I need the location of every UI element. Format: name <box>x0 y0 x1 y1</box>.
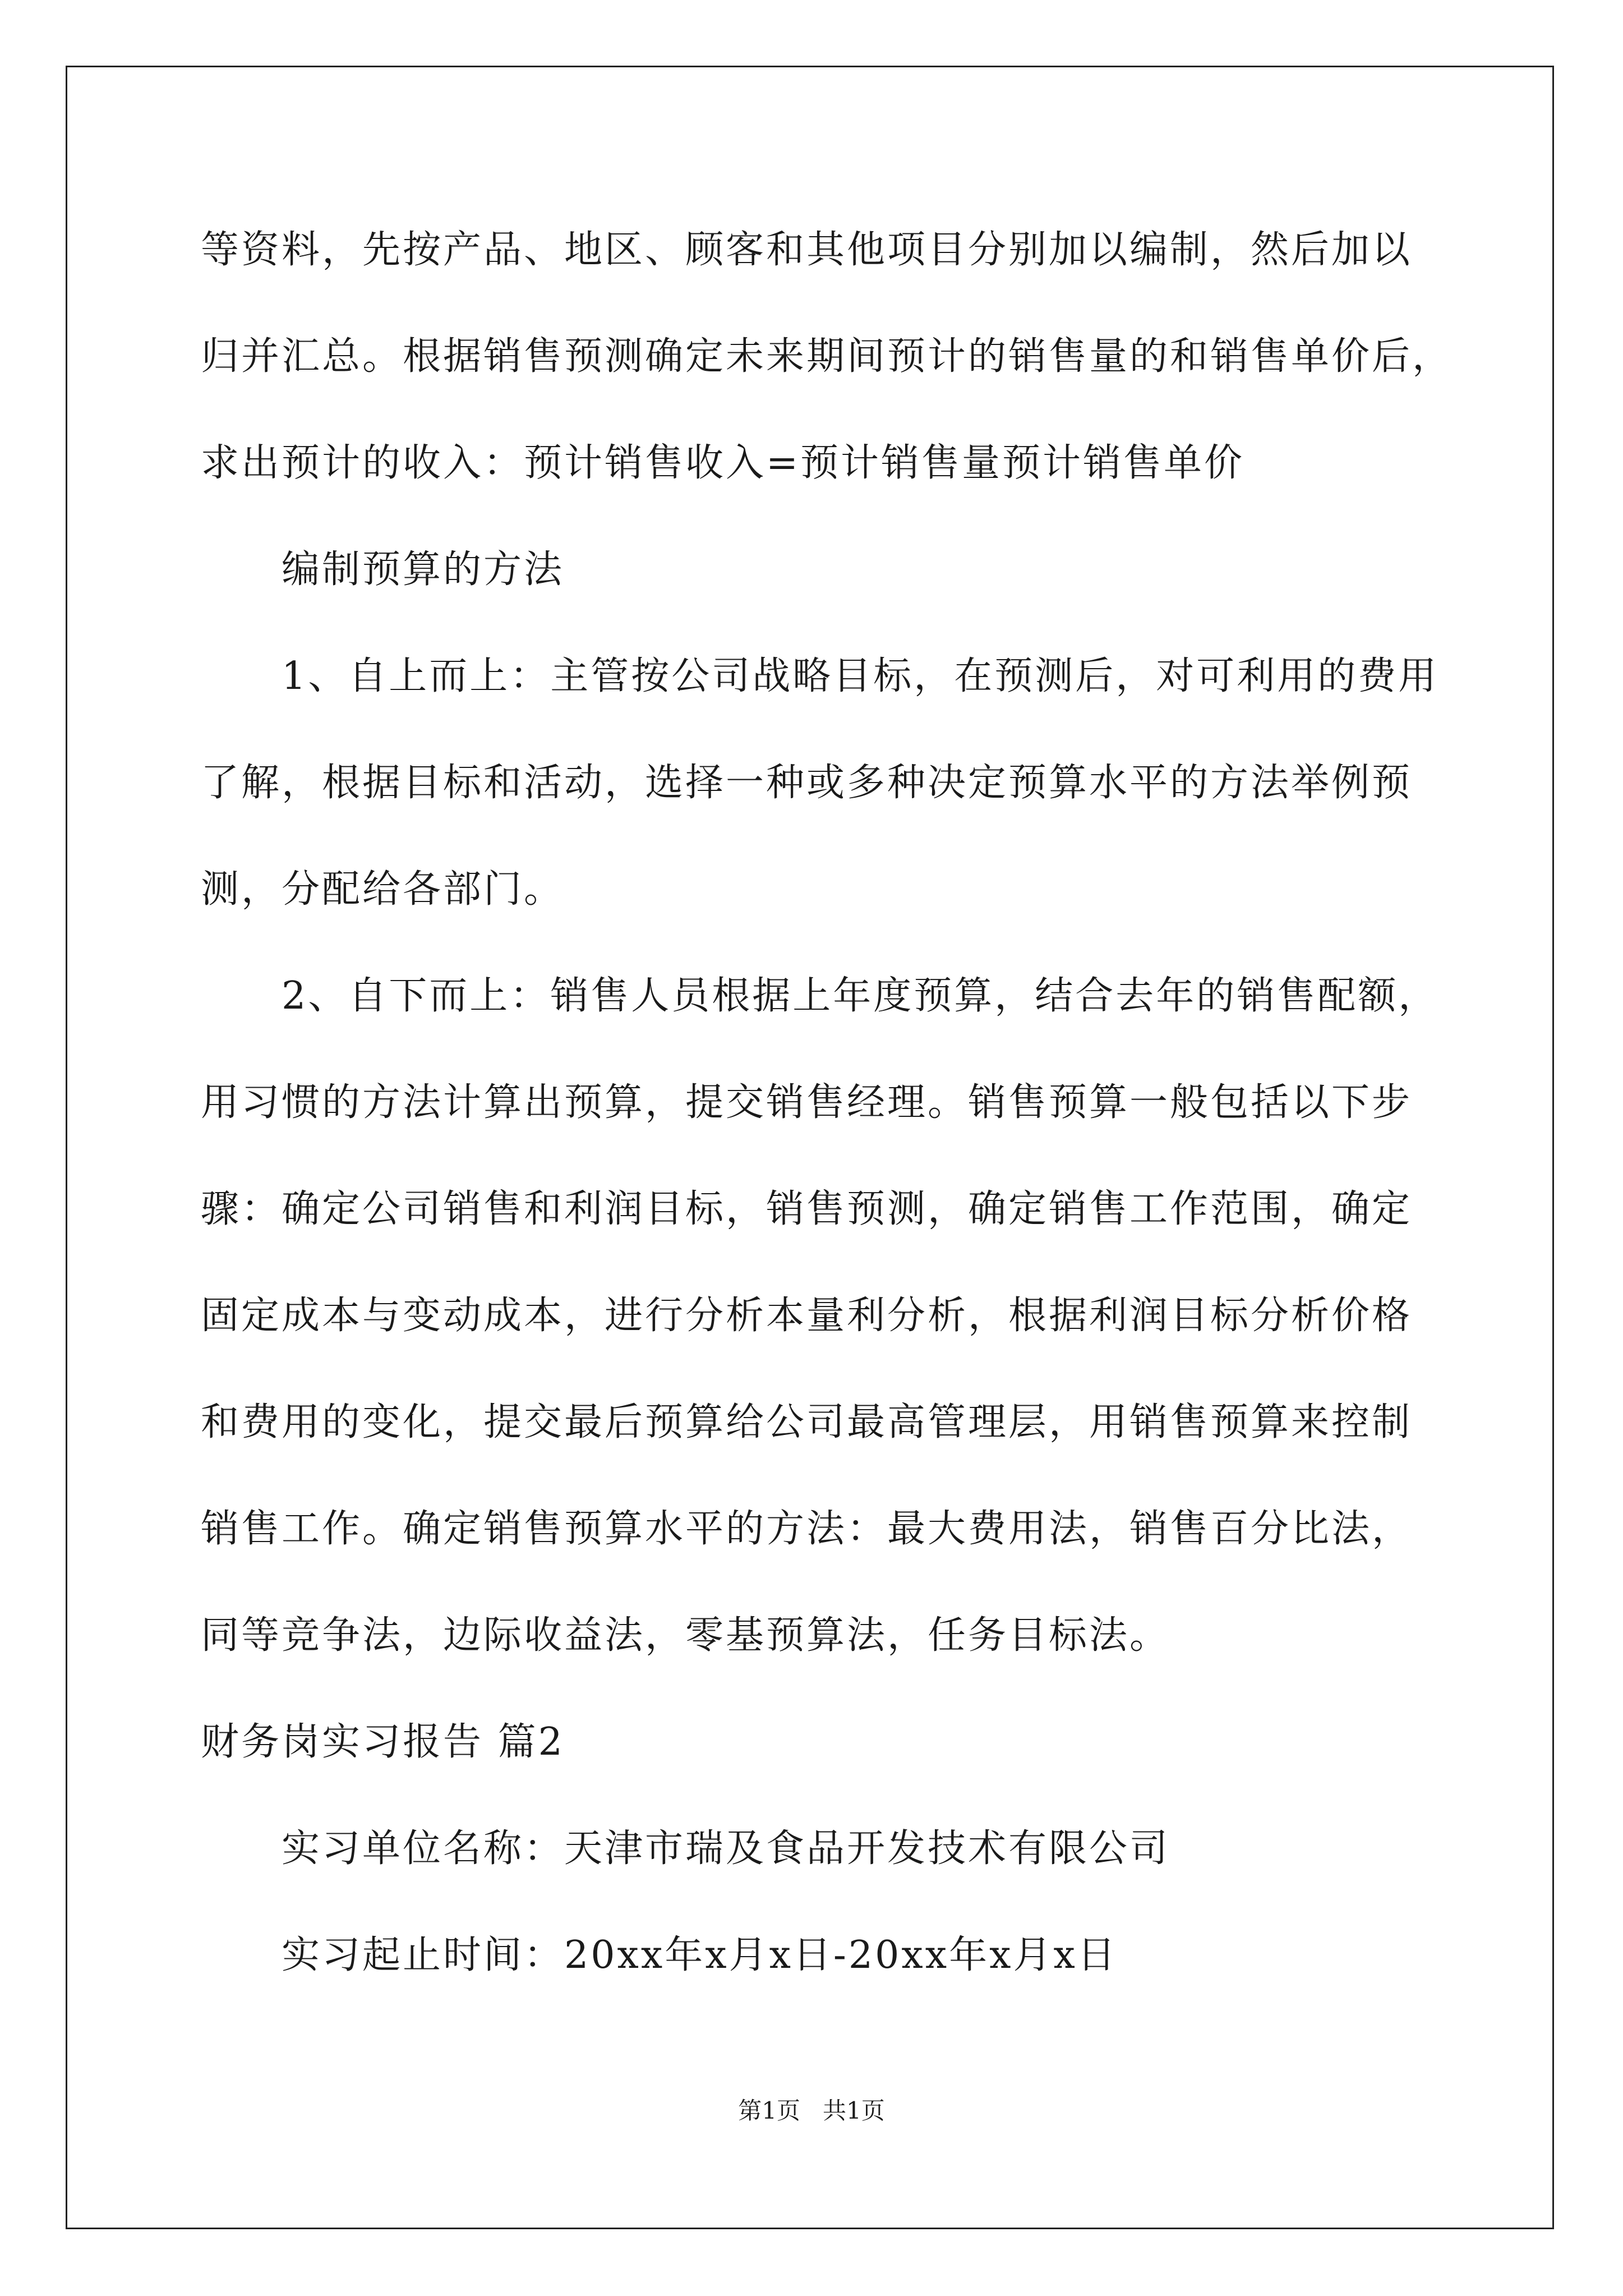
body-line-14: 同等竞争法，边际收益法，零基预算法，任务目标法。 <box>201 1613 1170 1658</box>
body-line-6: 了解，根据目标和活动，选择一种或多种决定预算水平的方法举例预 <box>201 761 1413 805</box>
body-line-9: 用习惯的方法计算出预算，提交销售经理。销售预算一般包括以下步 <box>201 1080 1413 1125</box>
section-heading: 编制预算的方法 <box>282 547 565 592</box>
body-line-10: 骤：确定公司销售和利润目标，销售预测，确定销售工作范围，确定 <box>201 1187 1413 1231</box>
report-title: 财务岗实习报告 篇2 <box>201 1720 565 1764</box>
body-line-11: 固定成本与变动成本，进行分析本量利分析，根据利润目标分析价格 <box>201 1294 1413 1338</box>
body-line-1: 等资料，先按产品、地区、顾客和其他项目分别加以编制，然后加以 <box>201 228 1413 272</box>
body-line-12: 和费用的变化，提交最后预算给公司最高管理层，用销售预算来控制 <box>201 1400 1413 1444</box>
internship-period: 实习起止时间：20xx年x月x日-20xx年x月x日 <box>282 1933 1118 1977</box>
body-line-7: 测，分配给各部门。 <box>201 867 565 912</box>
body-line-8: 2、自下而上：销售人员根据上年度预算，结合去年的销售配额， <box>282 974 1439 1018</box>
body-line-3: 求出预计的收入：预计销售收入=预计销售量预计销售单价 <box>201 441 1244 485</box>
body-line-2: 归并汇总。根据销售预测确定未来期间预计的销售量的和销售单价后， <box>201 334 1453 379</box>
internship-unit: 实习单位名称：天津市瑞及食品开发技术有限公司 <box>282 1826 1170 1871</box>
page-border <box>66 66 1554 2229</box>
body-line-5: 1、自上而上：主管按公司战略目标，在预测后，对可利用的费用 <box>282 654 1439 698</box>
body-line-13: 销售工作。确定销售预算水平的方法：最大费用法，销售百分比法， <box>201 1507 1413 1551</box>
page-footer: 第1页 共1页 <box>738 2097 885 2124</box>
